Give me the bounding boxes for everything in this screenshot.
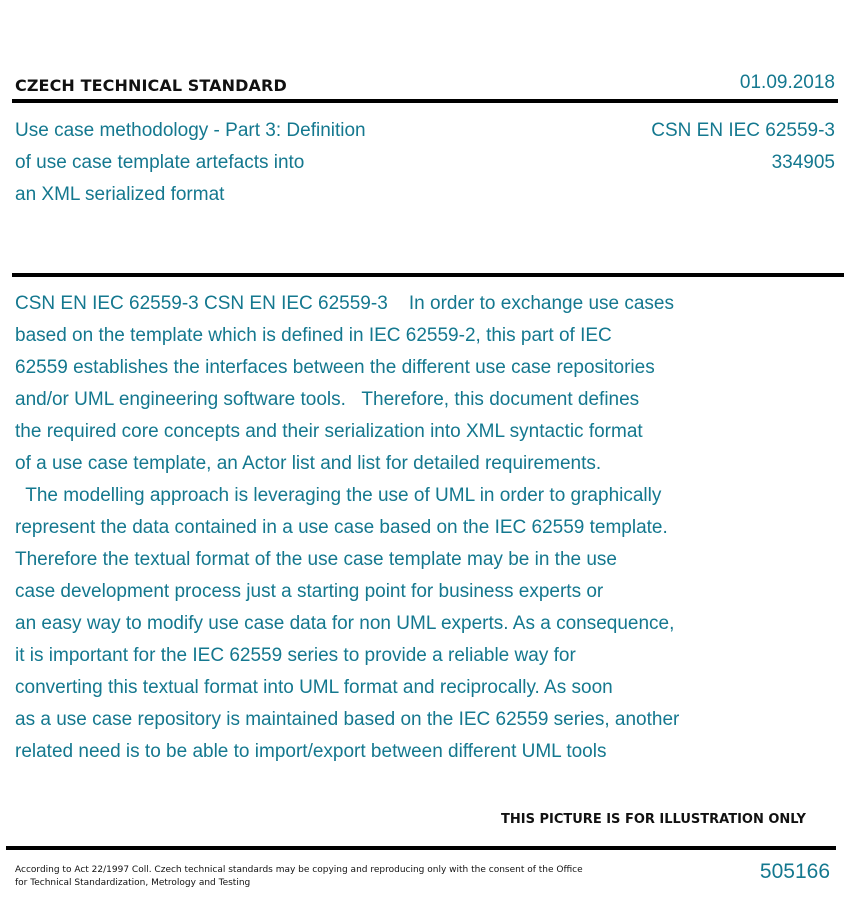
abstract-line: of a use case template, an Actor list and list for detailed requirements. xyxy=(15,453,602,474)
footer-divider xyxy=(6,846,836,850)
legal-notice-line: for Technical Standardization, Metrology and Testing xyxy=(15,878,251,888)
abstract-line: and/or UML engineering software tools. Therefore, this document defines xyxy=(15,389,640,410)
abstract-line: as a use case repository is maintained based on the IEC 62559 series, another xyxy=(15,709,680,730)
catalog-number: 505166 xyxy=(759,860,830,883)
title-divider xyxy=(12,273,844,277)
publication-date: 01.09.2018 xyxy=(739,72,835,93)
standard-code: CSN EN IEC 62559-3 xyxy=(651,120,835,141)
header-divider xyxy=(12,99,838,103)
class-number: 334905 xyxy=(771,152,835,173)
abstract-line: converting this textual format into UML format and reciprocally. As soon xyxy=(15,677,613,698)
title-line: Use case methodology - Part 3: Definition xyxy=(15,120,366,141)
title-line: an XML serialized format xyxy=(15,184,225,205)
abstract-line: the required core concepts and their serialization into XML syntactic format xyxy=(15,421,643,442)
abstract-line: Therefore the textual format of the use case template may be in the use xyxy=(15,549,617,570)
abstract-line: represent the data contained in a use case based on the IEC 62559 template. xyxy=(15,517,668,538)
standard-identifier xyxy=(651,115,835,179)
legal-notice-line: According to Act 22/1997 Coll. Czech technical standards may be copying and reproducing only with the consent of the Office xyxy=(15,865,583,875)
abstract-line: it is important for the IEC 62559 series to provide a reliable way for xyxy=(15,645,576,666)
document-type-label: CZECH TECHNICAL STANDARD xyxy=(15,76,287,95)
abstract-line: 62559 establishes the interfaces between the different use case repositories xyxy=(15,357,655,378)
abstract-line: The modelling approach is leveraging the use of UML in order to graphically xyxy=(15,485,662,506)
title-line: of use case template artefacts into xyxy=(15,152,305,173)
abstract-line: case development process just a starting point for business experts or xyxy=(15,581,604,602)
abstract-line: based on the template which is defined in IEC 62559-2, this part of IEC xyxy=(15,325,612,346)
abstract-line: CSN EN IEC 62559-3 CSN EN IEC 62559-3 In order to exchange use cases xyxy=(15,293,674,314)
legal-notice xyxy=(15,864,615,890)
abstract-text xyxy=(15,288,815,768)
illustration-disclaimer: THIS PICTURE IS FOR ILLUSTRATION ONLY xyxy=(501,812,806,827)
abstract-line: related need is to be able to import/export between different UML tools xyxy=(15,741,607,762)
standard-title xyxy=(15,115,435,211)
abstract-line: an easy way to modify use case data for non UML experts. As a consequence, xyxy=(15,613,675,634)
